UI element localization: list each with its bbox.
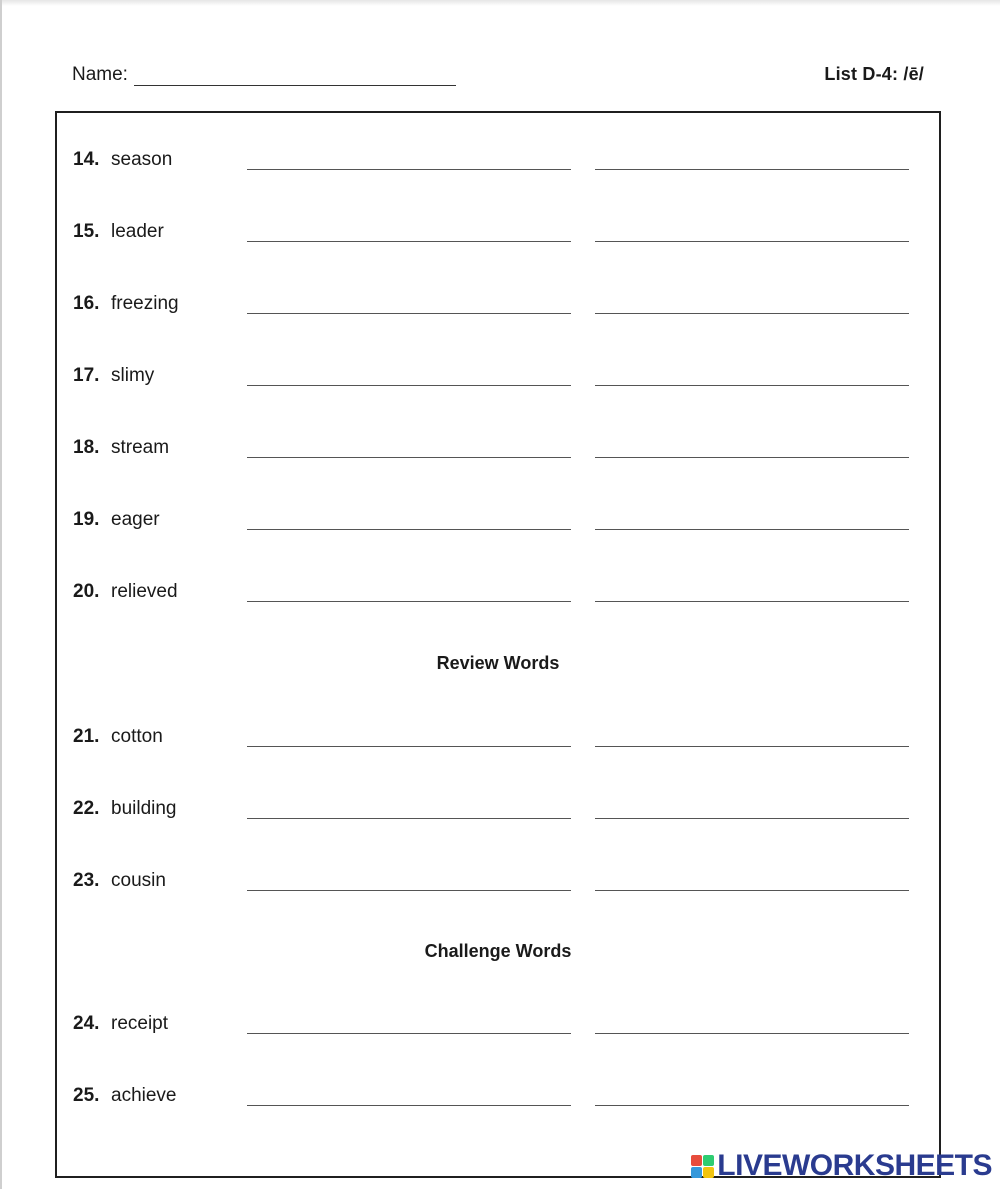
watermark-text: LIVEWORKSHEETS	[717, 1149, 992, 1182]
logo-square-blue	[691, 1167, 702, 1178]
review-words-heading: Review Words	[436, 653, 560, 673]
spelling-word: building	[111, 798, 177, 819]
liveworksheets-logo-icon	[691, 1155, 714, 1178]
word-number: 22.	[73, 798, 100, 819]
answer-line-2[interactable]	[595, 1105, 909, 1106]
logo-square-yellow	[703, 1167, 714, 1178]
answer-line-1[interactable]	[247, 746, 571, 747]
name-label: Name:	[72, 64, 128, 85]
spelling-word: achieve	[111, 1085, 177, 1106]
word-row	[73, 798, 923, 828]
name-input-line[interactable]	[134, 67, 456, 86]
word-number: 18.	[73, 437, 100, 458]
word-number: 17.	[73, 365, 100, 386]
word-number: 24.	[73, 1013, 100, 1034]
word-row	[73, 149, 923, 179]
word-row	[73, 726, 923, 756]
answer-line-2[interactable]	[595, 1033, 909, 1034]
answer-line-2[interactable]	[595, 746, 909, 747]
answer-line-2[interactable]	[595, 601, 909, 602]
answer-line-2[interactable]	[595, 818, 909, 819]
answer-line-2[interactable]	[595, 241, 909, 242]
answer-line-2[interactable]	[595, 529, 909, 530]
spelling-word: relieved	[111, 581, 178, 602]
answer-line-1[interactable]	[247, 457, 571, 458]
word-row	[73, 581, 923, 611]
word-number: 20.	[73, 581, 100, 602]
answer-line-1[interactable]	[247, 890, 571, 891]
answer-line-1[interactable]	[247, 529, 571, 530]
answer-line-2[interactable]	[595, 169, 909, 170]
answer-line-1[interactable]	[247, 169, 571, 170]
spelling-word: freezing	[111, 293, 179, 314]
answer-line-1[interactable]	[247, 313, 571, 314]
spelling-word: receipt	[111, 1013, 169, 1034]
word-row	[73, 1085, 923, 1115]
word-number: 21.	[73, 726, 100, 747]
page-top-edge	[0, 0, 1000, 6]
liveworksheets-watermark	[691, 1149, 992, 1183]
spelling-word: slimy	[111, 365, 155, 386]
answer-line-1[interactable]	[247, 1105, 571, 1106]
word-number: 15.	[73, 221, 100, 242]
logo-square-green	[703, 1155, 714, 1166]
answer-line-2[interactable]	[595, 313, 909, 314]
word-row	[73, 870, 923, 900]
word-row	[73, 293, 923, 323]
answer-line-2[interactable]	[595, 457, 909, 458]
word-number: 14.	[73, 149, 100, 170]
spelling-word: cousin	[111, 870, 166, 891]
answer-line-2[interactable]	[595, 890, 909, 891]
spelling-word: leader	[111, 221, 164, 242]
worksheet-frame	[55, 111, 941, 1178]
page-left-edge	[0, 0, 2, 1189]
answer-line-1[interactable]	[247, 241, 571, 242]
answer-line-1[interactable]	[247, 818, 571, 819]
answer-line-1[interactable]	[247, 1033, 571, 1034]
word-number: 23.	[73, 870, 100, 891]
challenge-words-heading: Challenge Words	[424, 941, 572, 961]
spelling-word: cotton	[111, 726, 163, 747]
word-row	[73, 365, 923, 395]
word-row	[73, 1013, 923, 1043]
word-row	[73, 221, 923, 251]
logo-square-red	[691, 1155, 702, 1166]
answer-line-1[interactable]	[247, 385, 571, 386]
word-number: 16.	[73, 293, 100, 314]
answer-line-2[interactable]	[595, 385, 909, 386]
word-row	[73, 437, 923, 467]
spelling-word: season	[111, 149, 173, 170]
spelling-word: eager	[111, 509, 160, 530]
word-row	[73, 509, 923, 539]
answer-line-1[interactable]	[247, 601, 571, 602]
list-title: List D-4: /ē/	[824, 64, 924, 84]
word-number: 25.	[73, 1085, 100, 1106]
word-number: 19.	[73, 509, 100, 530]
spelling-word: stream	[111, 437, 170, 458]
name-field	[72, 64, 456, 86]
